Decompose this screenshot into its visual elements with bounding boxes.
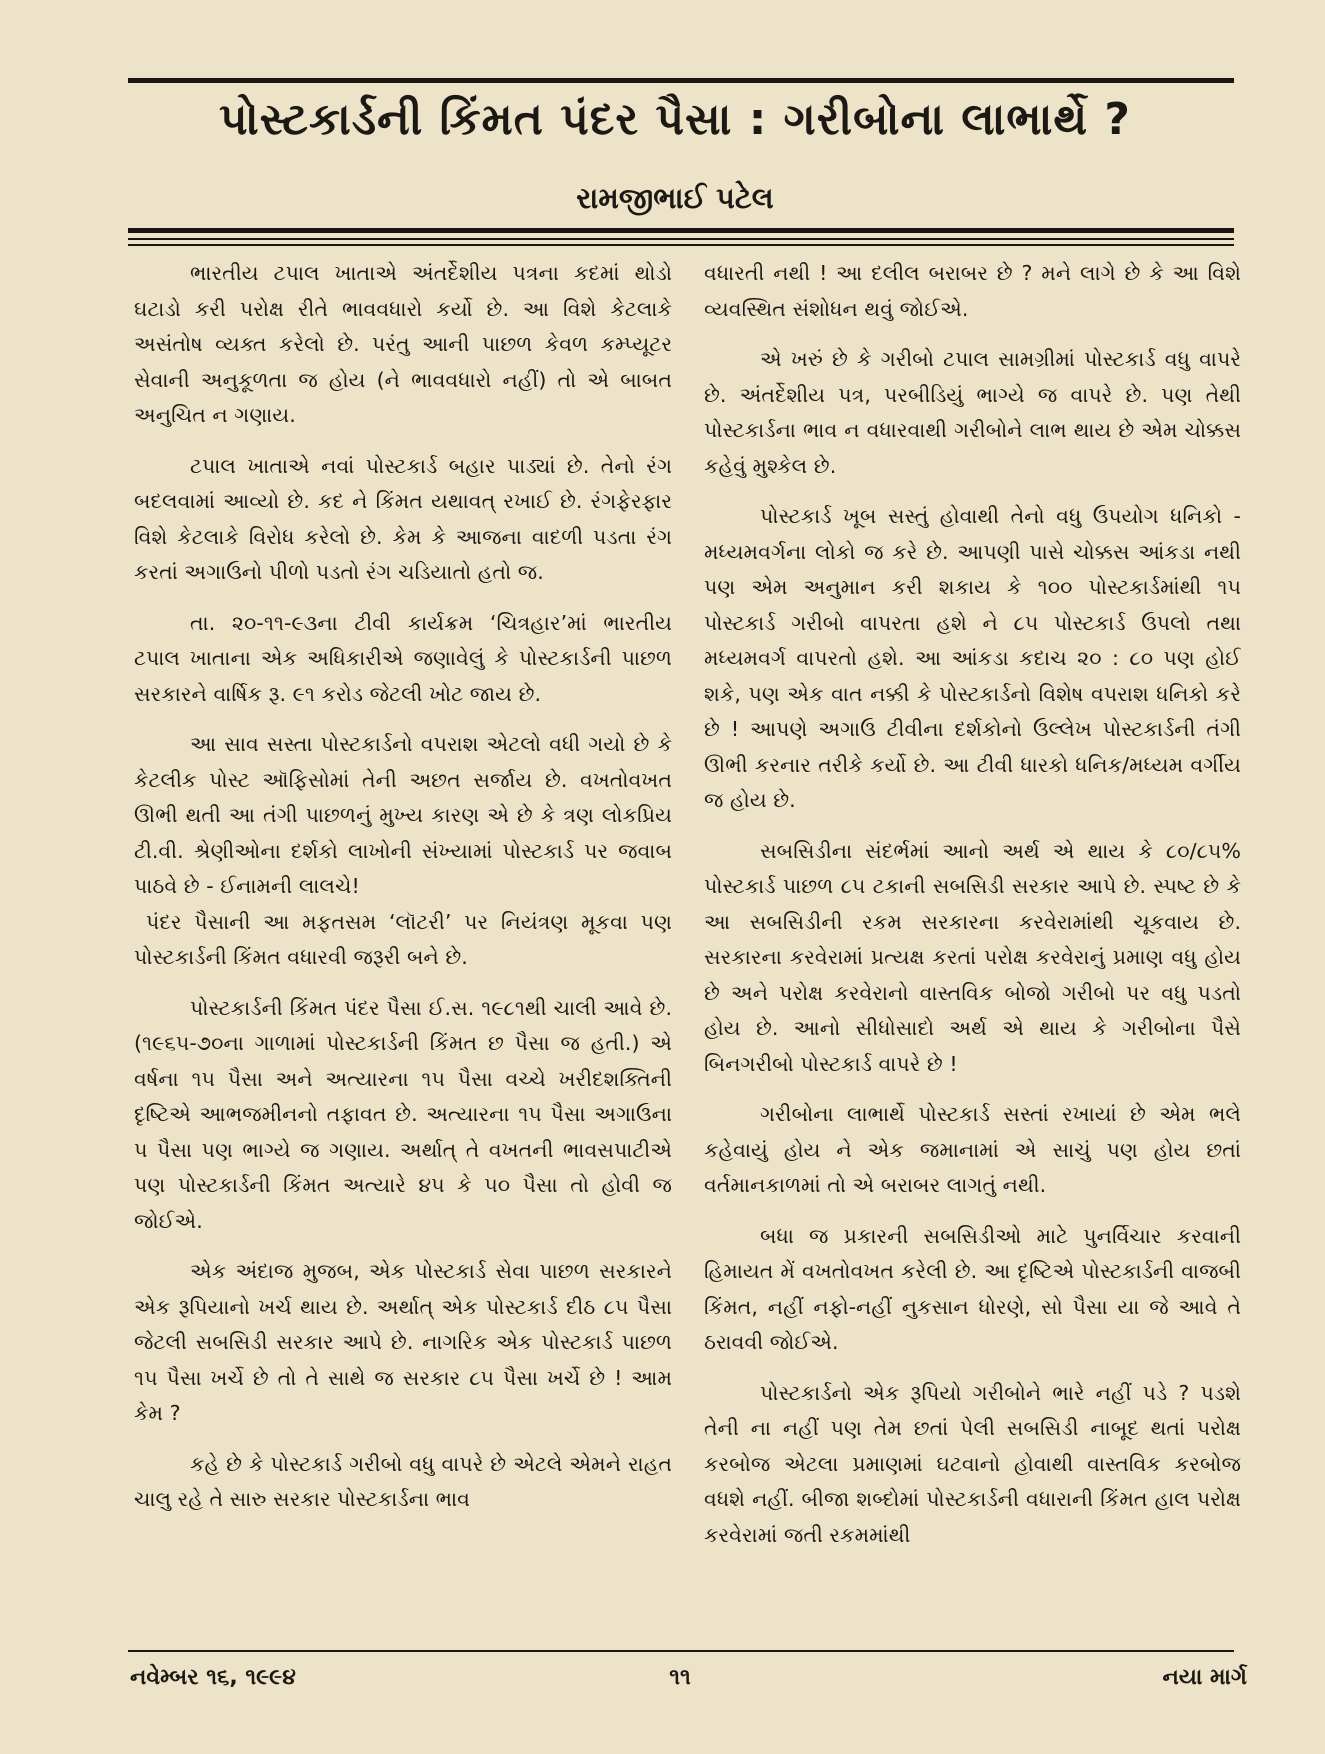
paragraph: પંદર પૈસાની આ મફતસમ ‘લૉટરી’ પર નિયંત્રણ મૂકવા પણ પોસ્ટકાર્ડની કિંમત વધારવી જરૂરી બને છે.	[134, 909, 672, 969]
paragraph: એ ખરું છે કે ગરીબો ટપાલ સામગ્રીમાં પોસ્ટકાર્ડ વધુ વાપરે છે. અંતર્દેશીય પત્ર, પરબીડિયું ભાગ્યે જ વાપરે છે. પણ તેથી પોસ્ટકાર્ડના ભાવ ન વધારવાથી ગરીબોને લાભ થાય છે એમ ચોક્કસ કહેવું મુશ્કેલ છે.	[704, 347, 1241, 478]
paragraph: પોસ્ટકાર્ડ ખૂબ સસ્તું હોવાથી તેનો વધુ ઉપયોગ ધનિકો - મધ્યમવર્ગના લોકો જ કરે છે. આપણી પાસે ચોક્કસ આંકડા નથી પણ એમ અનુમાન કરી શકાય કે ૧૦૦ પોસ્ટકાર્ડમાંથી ૧૫ પોસ્ટકાર્ડ ગરીબો વાપરતા હશે ને ૮૫ પોસ્ટકાર્ડ ઉપલો તથા મધ્યમવર્ગ વાપરતો હશે. આ આંકડા કદાચ ૨૦ : ૮૦ પણ હોઈ શકે, પણ એક વાત નક્કી કે પોસ્ટકાર્ડનો વિશેષ વપરાશ ધનિકો કરે છે ! આપણે અગાઉ ટીવીના દર્શકોનો ઉલ્લેખ પોસ્ટકાર્ડની તંગી ઊભી કરનાર તરીકે કર્યો છે. આ ટીવી ધારકો ધનિક/મધ્યમ વર્ગીય જ હોય છે.	[704, 504, 1241, 812]
paragraph: બધા જ પ્રકારની સબસિડીઓ માટે પુનર્વિચાર કરવાની હિમાયત મેં વખતોવખત કરેલી છે. આ દૃષ્ટિએ પોસ્ટકાર્ડની વાજબી કિંમત, નહીં નફો-નહીં નુકસાન ધોરણે, સો પૈસા યા જે આવે તે ઠરાવવી જોઈએ.	[704, 1223, 1241, 1354]
header-rule-thin	[128, 238, 1234, 240]
footer-rule	[128, 1650, 1234, 1652]
header-rule-thin-2	[128, 244, 1234, 246]
footer-date: નવેમ્બર ૧૬, ૧૯૯૪	[130, 1665, 296, 1690]
paragraph: પોસ્ટકાર્ડનો એક રૂપિયો ગરીબોને ભારે નહીં પડે ? પડશે તેની ના નહીં પણ તેમ છતાં પેલી સબસિડી નાબૂદ થતાં પરોક્ષ કરબોજ એટલા પ્રમાણમાં ઘટવાનો હોવાથી વાસ્તવિક કરબોજ વધશે નહીં. બીજા શબ્દોમાં પોસ્ટકાર્ડની વધારાની કિંમત હાલ પરોક્ષ કરવેરામાં જતી રકમમાંથી	[704, 1380, 1241, 1547]
paragraph: ભારતીય ટપાલ ખાતાએ અંતર્દેશીય પત્રના કદમાં થોડો ઘટાડો કરી પરોક્ષ રીતે ભાવવધારો કર્યો છે. આ વિશે કેટલાકે અસંતોષ વ્યક્ત કરેલો છે. પરંતુ આની પાછળ કેવળ કમ્પ્યૂટર સેવાની અનુકૂળતા જ હોય (ને ભાવવધારો નહીં) તો એ બાબત અનુચિત ન ગણાય.	[134, 261, 672, 427]
paragraph: પોસ્ટકાર્ડની કિંમત પંદર પૈસા ઈ.સ. ૧૯૮૧થી ચાલી આવે છે. (૧૯૬૫-૭૦ના ગાળામાં પોસ્ટકાર્ડની કિંમત છ પૈસા જ હતી.) એ વર્ષના ૧૫ પૈસા અને અત્યારના ૧૫ પૈસા વચ્ચે ખરીદશક્તિની દૃષ્ટિએ આભજમીનનો તફાવત છે. અત્યારના ૧૫ પૈસા અગાઉના ૫ પૈસા પણ ભાગ્યે જ ગણાય. અર્થાત્ તે વખતની ભાવસપાટીએ પણ પોસ્ટકાર્ડની કિંમત અત્યારે ૪૫ કે ૫૦ પૈસા તો હોવી જ જોઈએ.	[134, 995, 672, 1233]
paragraph: સબસિડીના સંદર્ભમાં આનો અર્થ એ થાય કે ૮૦/૮૫% પોસ્ટકાર્ડ પાછળ ૮૫ ટકાની સબસિડી સરકાર આપે છે. સ્પષ્ટ છે કે આ સબસિડીની રકમ સરકારના કરવેરામાંથી ચૂકવાય છે. સરકારના કરવેરામાં પ્રત્યક્ષ કરતાં પરોક્ષ કરવેરાનું પ્રમાણ વધુ હોય છે અને પરોક્ષ કરવેરાનો વાસ્તવિક બોજો ગરીબો પર વધુ પડતો હોય છે. આનો સીધોસાદો અર્થ એ થાય કે ગરીબોના પૈસે બિનગરીબો પોસ્ટકાર્ડ વાપરે છે !	[704, 838, 1241, 1076]
paragraph: એક અંદાજ મુજબ, એક પોસ્ટકાર્ડ સેવા પાછળ સરકારને એક રૂપિયાનો ખર્ચ થાય છે. અર્થાત્ એક પોસ્ટકાર્ડ દીઠ ૮૫ પૈસા જેટલી સબસિડી સરકાર આપે છે. નાગરિક એક પોસ્ટકાર્ડ પાછળ ૧૫ પૈસા ખર્ચે છે તો તે સાથે જ સરકાર ૮૫ પૈસા ખર્ચે છે ! આમ કેમ ?	[134, 1259, 672, 1425]
header-rule-thick	[128, 228, 1234, 233]
paragraph: આ સાવ સસ્તા પોસ્ટકાર્ડનો વપરાશ એટલો વધી ગયો છે કે કેટલીક પોસ્ટ ઑફિસોમાં તેની અછત સર્જાય છે. વખતોવખત ઊભી થતી આ તંગી પાછળનું મુખ્ય કારણ એ છે કે ત્રણ લોકપ્રિય ટી.વી. શ્રેણીઓના દર્શકો લાખોની સંખ્યામાં પોસ્ટકાર્ડ પર જવાબ પાઠવે છે - ઈનામની લાલચે!	[134, 732, 672, 898]
paragraph: તા. ૨૦-૧૧-૯૩ના ટીવી કાર્યક્રમ ‘ચિત્રહાર’માં ભારતીય ટપાલ ખાતાના એક અધિકારીએ જણાવેલું કે પોસ્ટકાર્ડની પાછળ સરકારને વાર્ષિક રૂ. ૯૧ કરોડ જેટલી ખોટ જાય છે.	[134, 610, 672, 706]
publication-name: નયા માર્ગ	[1162, 1665, 1247, 1690]
paragraph: વધારતી નથી ! આ દલીલ બરાબર છે ? મને લાગે છે કે આ વિશે વ્યવસ્થિત સંશોધન થવું જોઈએ.	[704, 261, 1241, 321]
paragraph: ટપાલ ખાતાએ નવાં પોસ્ટકાર્ડ બહાર પાડ્યાં છે. તેનો રંગ બદલવામાં આવ્યો છે. કદ ને કિંમત યથાવત્ રખાઈ છે. રંગફેરફાર વિશે કેટલાકે વિરોધ કરેલો છે. કેમ કે આજના વાદળી પડતા રંગ કરતાં અગાઉનો પીળો પડતો રંગ ચડિયાતો હતો જ.	[134, 453, 672, 584]
right-column	[704, 256, 1241, 1626]
left-column	[134, 256, 672, 1626]
paragraph: કહે છે કે પોસ્ટકાર્ડ ગરીબો વધુ વાપરે છે એટલે એમને રાહત ચાલુ રહે તે સારુ સરકાર પોસ્ટકાર્ડના ભાવ	[134, 1451, 672, 1511]
top-rule	[128, 78, 1234, 83]
article-title: પોસ્ટકાર્ડની કિંમત પંદર પૈસા : ગરીબોના લાભાર્થે ?	[219, 94, 1131, 145]
page-number: ૧૧	[669, 1665, 691, 1690]
article-author: રામજીભાઈ પટેલ	[576, 181, 774, 215]
paragraph: ગરીબોના લાભાર્થે પોસ્ટકાર્ડ સસ્તાં રખાયાં છે એમ ભલે કહેવાયું હોય ને એક જમાનામાં એ સાચું પણ હોય છતાં વર્તમાનકાળમાં તો એ બરાબર લાગતું નથી.	[704, 1102, 1241, 1197]
